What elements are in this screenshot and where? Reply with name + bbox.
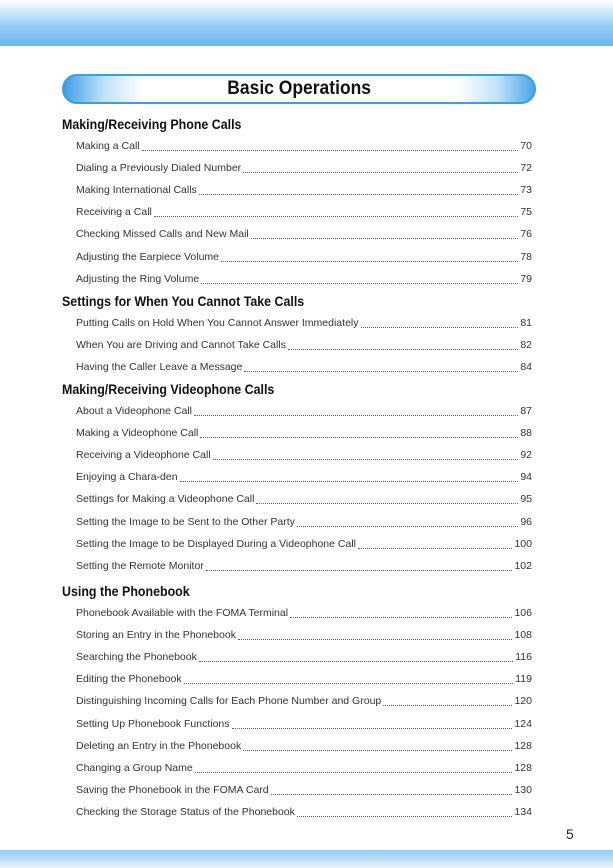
toc-entry-title: Deleting an Entry in the Phonebook [76, 739, 242, 752]
title-banner [62, 74, 536, 104]
toc-entry[interactable] [76, 339, 532, 353]
dot-leader [243, 171, 518, 173]
toc-entry-page: 88 [520, 427, 532, 440]
toc-entry-title: Making a Videophone Call [76, 427, 199, 440]
dot-leader [199, 193, 519, 195]
dot-leader [243, 749, 512, 751]
toc-entry-page: 119 [515, 673, 532, 686]
dot-leader [206, 569, 513, 571]
toc-entry-page: 87 [520, 405, 532, 417]
footer-band [0, 850, 613, 868]
dot-leader [297, 525, 518, 527]
toc-entry-title: Adjusting the Ring Volume [76, 272, 200, 285]
toc-entry-title: Setting the Image to be Sent to the Other Party [76, 515, 295, 528]
section-heading: Making/Receiving Phone Calls [62, 117, 242, 132]
toc-entry-title: Changing a Group Name [76, 761, 193, 774]
toc-entry-title: Distinguishing Incoming Calls for Each Phone Number and Group [76, 695, 382, 708]
dot-leader [213, 458, 519, 460]
toc-entry-page: 130 [514, 783, 532, 796]
toc-entry[interactable] [76, 629, 532, 643]
section-heading: Making/Receiving Videophone Calls [62, 382, 275, 397]
toc-entry[interactable] [76, 427, 532, 441]
toc-entry-title: Adjusting the Earpiece Volume [76, 250, 220, 263]
toc-entry-page: 70 [520, 140, 532, 152]
toc-entry[interactable] [76, 762, 532, 776]
toc-entry-title: Storing an Entry in the Phonebook [76, 629, 236, 642]
toc-entry-page: 128 [514, 761, 532, 774]
toc-entry-page: 106 [514, 607, 532, 619]
toc-entry-title: About a Videophone Call [76, 405, 192, 417]
dot-leader [244, 370, 518, 372]
dot-leader [194, 414, 518, 416]
toc-entry[interactable] [76, 471, 532, 485]
toc-entry-page: 120 [514, 695, 532, 708]
toc-entry-page: 108 [514, 629, 532, 642]
dot-leader [358, 547, 512, 549]
toc-entry[interactable] [76, 206, 532, 220]
toc-entry-title: Editing the Phonebook [76, 673, 182, 686]
toc-entry[interactable] [76, 718, 532, 732]
dot-leader [271, 793, 513, 795]
toc-entry-page: 128 [514, 739, 532, 752]
toc-entry-title: Making International Calls [76, 184, 197, 197]
toc-entry-page: 84 [520, 361, 532, 374]
toc-entry[interactable] [76, 317, 532, 331]
dot-leader [238, 638, 513, 640]
toc-entry-title: Putting Calls on Hold When You Cannot Answer Immediately [76, 317, 359, 329]
dot-leader [201, 282, 518, 284]
toc-entry[interactable] [76, 273, 532, 287]
toc-entry[interactable] [76, 806, 532, 820]
toc-entry-title: When You are Driving and Cannot Take Calls [76, 339, 286, 352]
toc-entry[interactable] [76, 740, 532, 754]
toc-entry-page: 102 [514, 559, 532, 572]
toc-entry[interactable] [76, 560, 532, 574]
toc-entry[interactable] [76, 184, 532, 198]
dot-leader [154, 215, 518, 217]
toc-entry-page: 72 [520, 162, 532, 175]
toc-entry[interactable] [76, 405, 532, 419]
toc-entry-title: Receiving a Call [76, 206, 152, 219]
section-heading: Using the Phonebook [62, 584, 190, 599]
toc-entry-page: 75 [520, 206, 532, 219]
toc-entry[interactable] [76, 361, 532, 375]
dot-leader [290, 616, 512, 618]
toc-entry-title: Making a Call [76, 140, 140, 152]
toc-entry-title: Saving the Phonebook in the FOMA Card [76, 783, 269, 796]
dot-leader [221, 260, 518, 262]
toc-entry[interactable] [76, 516, 532, 530]
toc-entry-page: 100 [514, 537, 532, 550]
toc-entry-page: 134 [514, 805, 532, 818]
page-number: 5 [566, 826, 574, 842]
toc-entry-page: 124 [514, 717, 532, 730]
dot-leader [184, 682, 514, 684]
toc-entry-page: 81 [520, 317, 532, 329]
toc-entry-page: 73 [520, 184, 532, 197]
toc-entry-title: Checking Missed Calls and New Mail [76, 228, 249, 241]
header-band [0, 0, 613, 46]
dot-leader [383, 704, 512, 706]
dot-leader [180, 480, 519, 482]
toc-entry-page: 78 [520, 250, 532, 263]
dot-leader [200, 436, 518, 438]
toc-entry-title: Enjoying a Chara-den [76, 471, 178, 484]
toc-entry-title: Searching the Phonebook [76, 651, 197, 664]
dot-leader [142, 149, 519, 151]
toc-entry-title: Dialing a Previously Dialed Number [76, 162, 242, 175]
toc-entry[interactable] [76, 251, 532, 265]
dot-leader [232, 727, 513, 729]
dot-leader [251, 237, 519, 239]
toc-entry[interactable] [76, 140, 532, 154]
toc-entry[interactable] [76, 784, 532, 798]
toc-entry-page: 82 [520, 339, 532, 352]
toc-entry-page: 79 [520, 272, 532, 285]
toc-entry[interactable] [76, 695, 532, 709]
toc-entry-title: Setting Up Phonebook Functions [76, 717, 230, 730]
toc-entry-title: Checking the Storage Status of the Phonebook [76, 805, 295, 818]
toc-entry[interactable] [76, 449, 532, 463]
dot-leader [288, 348, 518, 350]
toc-entry[interactable] [76, 673, 532, 687]
toc-entry[interactable] [76, 651, 532, 665]
section-heading: Settings for When You Cannot Take Calls [62, 294, 305, 309]
toc-entry[interactable] [76, 162, 532, 176]
toc-entry-title: Setting the Image to be Displayed During a Videophone Call [76, 537, 356, 550]
toc-entry-page: 95 [520, 493, 532, 506]
toc-entry-title: Phonebook Available with the FOMA Terminal [76, 607, 289, 619]
toc-entry-title: Having the Caller Leave a Message [76, 361, 243, 374]
toc-entry[interactable] [76, 493, 532, 507]
toc-entry-page: 116 [515, 651, 532, 664]
dot-leader [361, 326, 519, 328]
toc-entry-page: 94 [520, 471, 532, 484]
toc-entry-title: Settings for Making a Videophone Call [76, 493, 255, 506]
dot-leader [256, 502, 518, 504]
dot-leader [297, 815, 513, 817]
toc-entry-page: 92 [520, 449, 532, 462]
dot-leader [199, 660, 513, 662]
dot-leader [195, 771, 513, 773]
toc-entry-page: 76 [520, 228, 532, 241]
toc-entry-page: 96 [520, 515, 532, 528]
toc-entry-title: Receiving a Videophone Call [76, 449, 211, 462]
toc-entry[interactable] [76, 607, 532, 621]
page-title: Basic Operations [227, 78, 371, 99]
toc-entry-title: Setting the Remote Monitor [76, 559, 204, 572]
toc-entry[interactable] [76, 228, 532, 242]
toc-entry[interactable] [76, 538, 532, 552]
